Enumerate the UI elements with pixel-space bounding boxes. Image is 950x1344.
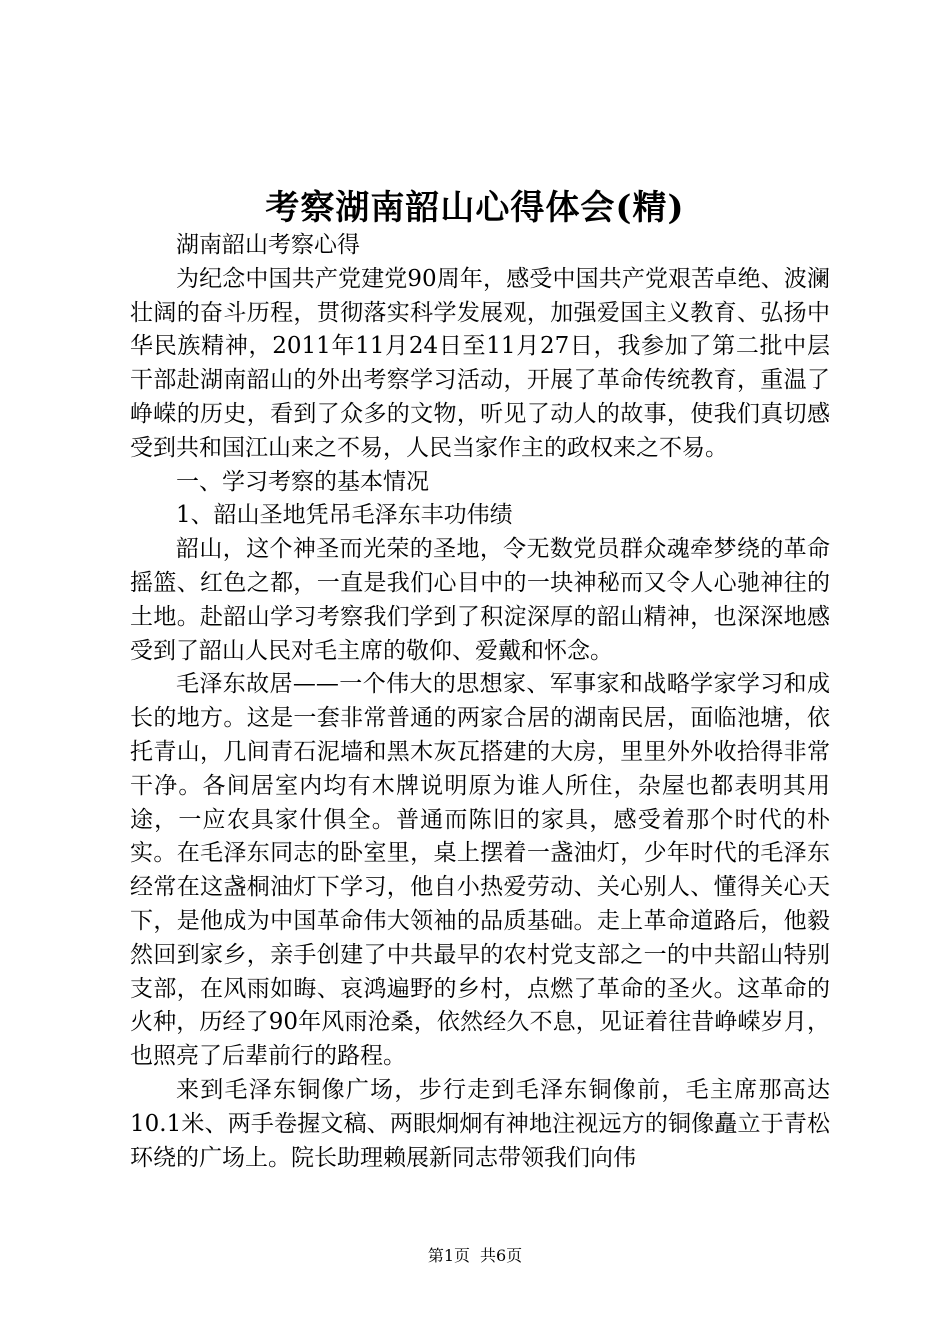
page-total: 共6页: [480, 1246, 523, 1265]
page-number: 第1页: [427, 1246, 470, 1265]
paragraph-shaoshan: 韶山，这个神圣而光荣的圣地，令无数党员群众魂牵梦绕的革命摇篮、红色之都，一直是我们心目中的一块神秘而又令人心驰神往的土地。赴韶山学习考察我们学到了积淀深厚的韶山精神，也深深地感受到了韶山人民对毛主席的敬仰、爱戴和怀念。: [130, 536, 830, 664]
paragraph-subtitle: 湖南韶山考察心得: [176, 232, 360, 258]
document-body: [130, 229, 830, 1175]
page-footer: [0, 1246, 950, 1266]
document-title: 考察湖南韶山心得体会(精): [265, 188, 685, 228]
paragraph-intro: 为纪念中国共产党建党90周年，感受中国共产党艰苦卓绝、波澜壮阔的奋斗历程，贯彻落实科学发展观，加强爱国主义教育、弘扬中华民族精神，2011年11月24日至11月27日，我参加了第二批中层干部赴湖南韶山的外出考察学习活动，开展了革命传统教育，重温了峥嵘的历史，看到了众多的文物，听见了动人的故事，使我们真切感受到共和国江山来之不易，人民当家作主的政权来之不易。: [130, 265, 830, 461]
paragraph-former-residence: 毛泽东故居——一个伟大的思想家、军事家和战略学家学习和成长的地方。这是一套非常普通的两家合居的湖南民居，面临池塘，依托青山，几间青石泥墙和黑木灰瓦搭建的大房，里里外外收拾得非常干净。各间居室内均有木牌说明原为谁人所住，杂屋也都表明其用途，一应农具家什俱全。普通而陈旧的家具，感受着那个时代的朴实。在毛泽东同志的卧室里，桌上摆着一盏油灯，少年时代的毛泽东经常在这盏桐油灯下学习，他自小热爱劳动、关心别人、懂得关心天下，是他成为中国革命伟大领袖的品质基础。走上革命道路后，他毅然回到家乡，亲手创建了中共最早的农村党支部之一的中共韶山特别支部，在风雨如晦、哀鸿遍野的乡村，点燃了革命的圣火。这革命的火种，历经了90年风雨沧桑，依然经久不息，见证着往昔峥嵘岁月，也照亮了后辈前行的路程。: [130, 671, 830, 1070]
paragraph-bronze-statue: 来到毛泽东铜像广场，步行走到毛泽东铜像前，毛主席那高达10.1米、两手卷握文稿、两眼炯炯有神地注视远方的铜像矗立于青松环绕的广场上。院长助理赖展新同志带领我们向伟: [130, 1076, 830, 1171]
section-heading: 一、学习考察的基本情况: [176, 468, 429, 495]
subsection-heading: 1、韶山圣地凭吊毛泽东丰功伟绩: [176, 502, 513, 529]
